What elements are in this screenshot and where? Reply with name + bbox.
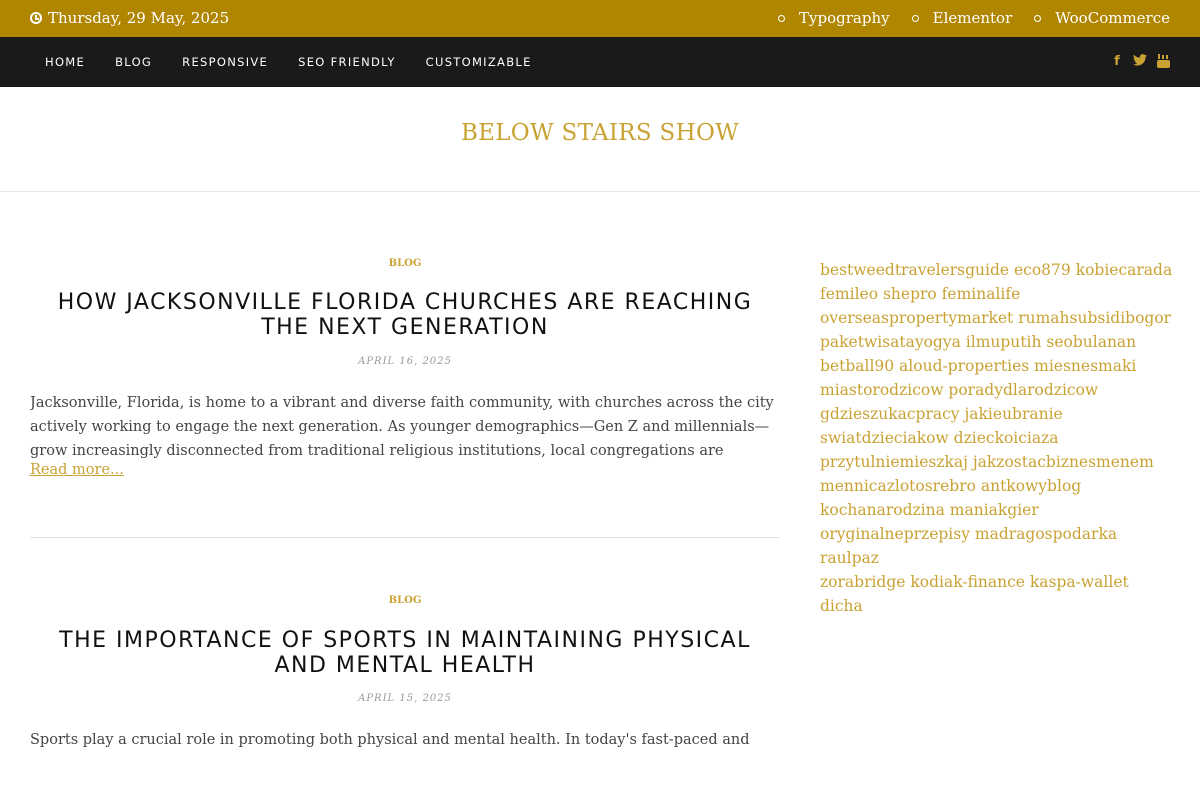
sidebar-tag-links — [820, 258, 1175, 618]
youtube-icon[interactable] — [1156, 54, 1170, 72]
clock-icon — [30, 12, 42, 24]
tag-line[interactable]: bestweedtravelersguide eco879 kobiecarada — [820, 261, 1173, 279]
top-link-label[interactable]: Elementor — [932, 9, 1013, 27]
post-date: APRIL 15, 2025 — [358, 693, 452, 704]
tag-line[interactable]: gdzieszukacpracy jakieubranie — [820, 405, 1063, 423]
post-excerpt: Sports play a crucial role in promoting both physical and mental health. In today's fast-paced and — [30, 732, 750, 748]
nav-item-customizable[interactable]: CUSTOMIZABLE — [425, 55, 532, 69]
top-link-label[interactable]: WooCommerce — [1055, 9, 1170, 27]
nav-item-responsive[interactable]: RESPONSIVE — [182, 55, 269, 69]
tag-line[interactable]: swiatdzieciakow dzieckoiciaza — [820, 429, 1059, 447]
date-text: Thursday, 29 May, 2025 — [48, 9, 230, 27]
tag-line[interactable]: przytulniemieszkaj jakzostacbiznesmenem — [820, 453, 1154, 471]
post-title[interactable]: THE IMPORTANCE OF SPORTS IN MAINTAINING PHYSICAL AND MENTAL HEALTH — [59, 628, 751, 678]
date-display — [30, 9, 229, 27]
facebook-icon[interactable]: f — [1114, 54, 1120, 69]
post-date: APRIL 16, 2025 — [358, 356, 452, 367]
top-link-label[interactable]: Typography — [799, 9, 890, 27]
circle-bullet-icon — [1034, 15, 1041, 22]
tag-line[interactable]: overseaspropertymarket rumahsubsidibogor — [820, 309, 1172, 327]
top-link-woocommerce[interactable] — [1034, 9, 1170, 27]
top-link-typography[interactable] — [778, 9, 890, 27]
tag-line[interactable]: femileo shepro feminalife — [820, 285, 1021, 303]
site-title[interactable]: BELOW STAIRS SHOW — [460, 120, 740, 146]
post-excerpt: Jacksonville, Florida, is home to a vibrant and diverse faith community, with churches across the city actively working to engage the next generation. As younger demographics—Gen Z and millennials—grow increasingly disconnected from traditional religious institutions, local congregations are — [30, 395, 774, 459]
top-bar — [0, 0, 1200, 37]
top-links — [756, 9, 1170, 27]
tag-line[interactable]: oryginalneprzepisy madragospodarka raulpaz — [820, 525, 1118, 567]
site-header — [0, 87, 1200, 192]
nav-item-blog[interactable]: BLOG — [115, 55, 153, 69]
read-more-link[interactable]: Read more... — [30, 462, 124, 478]
twitter-icon[interactable] — [1133, 54, 1147, 72]
post-category[interactable]: BLOG — [388, 595, 422, 606]
tag-line[interactable]: mennicazlotosrebro antkowyblog — [820, 477, 1082, 495]
main-navigation — [0, 37, 1200, 87]
circle-bullet-icon — [912, 15, 919, 22]
post-divider — [30, 537, 780, 538]
tag-line[interactable]: kochanarodzina maniakgier — [820, 501, 1039, 519]
tag-line[interactable]: paketwisatayogya ilmuputih seobulanan — [820, 333, 1137, 351]
nav-item-home[interactable]: HOME — [45, 55, 86, 69]
tag-line[interactable]: betball90 aloud-properties miesnesmaki — [820, 357, 1137, 375]
top-link-elementor[interactable] — [912, 9, 1013, 27]
circle-bullet-icon — [778, 15, 785, 22]
nav-menu — [45, 55, 562, 69]
nav-item-seo-friendly[interactable]: SEO FRIENDLY — [298, 55, 396, 69]
post-category[interactable]: BLOG — [388, 258, 422, 269]
tag-line[interactable]: zorabridge kodiak-finance kaspa-wallet dicha — [820, 573, 1129, 615]
tag-line[interactable]: miastorodzicow poradydlarodzicow — [820, 381, 1099, 399]
social-links — [1110, 54, 1170, 72]
post-title[interactable]: HOW JACKSONVILLE FLORIDA CHURCHES ARE REACHING THE NEXT GENERATION — [57, 290, 753, 340]
